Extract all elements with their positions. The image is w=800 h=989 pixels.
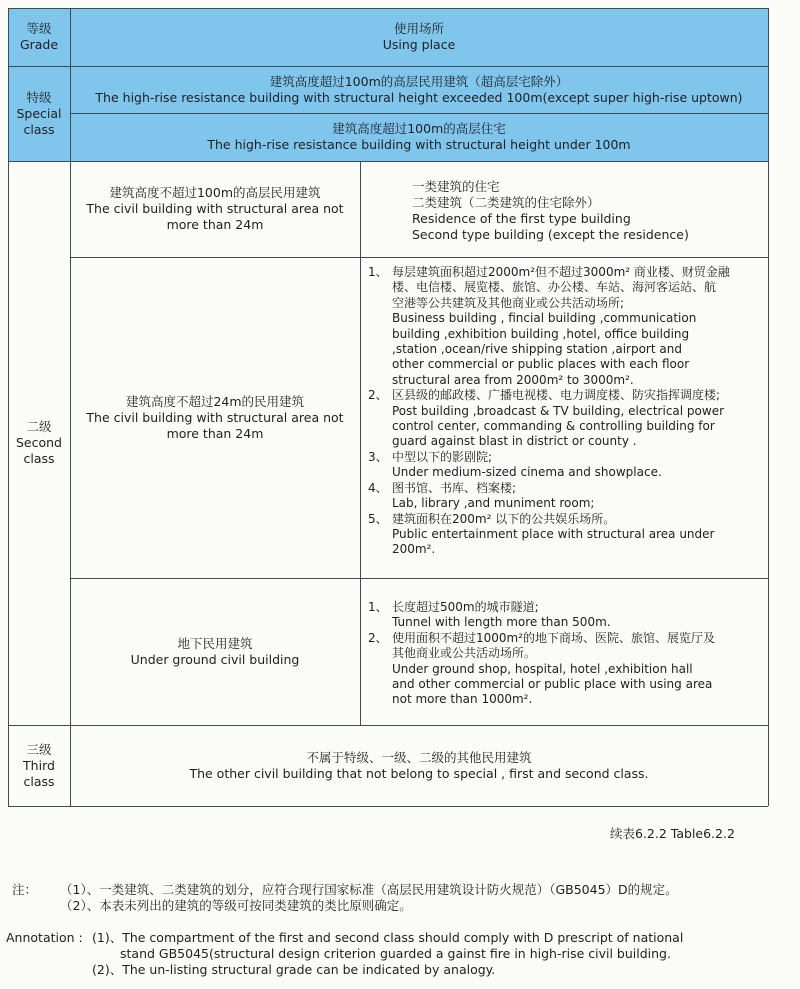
special-row-2-zh: 建筑高度超过100m的高层住宅 bbox=[332, 121, 506, 136]
list-item-zh: 空港等公共建筑及其他商业或公共活动场所; bbox=[392, 295, 625, 310]
list-item-zh: 中型以下的影剧院; bbox=[392, 449, 493, 464]
second-row-1-left-en-1: The civil building with structural area not bbox=[86, 201, 344, 216]
second-row-1-line-4: Second type building (except the residence) bbox=[412, 227, 689, 242]
third-row-en: The other civil building that not belong to special , first and second class. bbox=[189, 765, 649, 781]
list-item-en: ,station ,ocean/rive shipping station ,airport and bbox=[392, 342, 682, 357]
third-row bbox=[70, 725, 768, 806]
list-item-zh: 图书馆、书库、档案楼; bbox=[392, 480, 517, 495]
list-item-en: control center, commanding & controlling building for bbox=[392, 419, 715, 434]
list-item bbox=[368, 265, 768, 388]
grade-header-en: Grade bbox=[19, 37, 59, 52]
second-row-1-right bbox=[360, 161, 768, 257]
special-row-2-en: The high-rise resistance building with structural height under 100m bbox=[207, 137, 631, 152]
list-item bbox=[368, 600, 768, 631]
third-grade-en-1: Third bbox=[23, 757, 55, 773]
list-item-en: Under ground shop, hospital, hotel ,exhibition hall bbox=[392, 661, 693, 676]
list-item-en: Public entertainment place with structural area under bbox=[392, 526, 715, 541]
second-row-2-left-zh: 建筑高度不超过24m的民用建筑 bbox=[125, 393, 305, 409]
second-row-3-left-zh: 地下民用建筑 bbox=[177, 635, 253, 651]
notes-en-1a: (1)、The compartment of the first and second class should comply with D prescript of national bbox=[92, 930, 684, 945]
special-row-2 bbox=[70, 113, 768, 161]
list-item-number: 5、 bbox=[368, 511, 388, 526]
list-item-en: Post building ,broadcast & TV building, electrical power bbox=[392, 403, 725, 418]
list-item-zh: 每层建筑面积超过2000m²但不超过3000m² 商业楼、财贸金融 bbox=[392, 265, 730, 279]
second-grade-zh: 二级 bbox=[26, 419, 52, 434]
list-item-en: and other commercial or public place with using area bbox=[392, 677, 713, 692]
second-row-1-left bbox=[70, 161, 360, 257]
grid-line-table-bottom bbox=[8, 806, 768, 807]
second-row-1-left-en-2: more than 24m bbox=[166, 217, 264, 232]
list-item-zh: 区县级的邮政楼、广播电视楼、电力调度楼、防灾指挥调度楼; bbox=[392, 388, 721, 403]
table-caption: 续表6.2.2 Table6.2.2 bbox=[610, 826, 735, 841]
list-item bbox=[368, 481, 768, 512]
special-grade-cell bbox=[8, 66, 70, 161]
list-item-number: 2、 bbox=[368, 388, 388, 403]
list-item-number: 1、 bbox=[368, 265, 388, 279]
special-row-1-en: The high-rise resistance building with structural height exceeded 100m(except super high-rise uptown) bbox=[95, 89, 743, 105]
second-row-1-line-1: 一类建筑的住宅 bbox=[412, 179, 500, 194]
list-item-en: Lab, library ,and muniment room; bbox=[392, 496, 595, 511]
third-grade-cell bbox=[8, 725, 70, 806]
notes-en-2: (2)、The un-listing structural grade can be indicated by analogy. bbox=[92, 962, 496, 977]
list-item-en: Under medium-sized cinema and showplace. bbox=[392, 465, 662, 480]
second-row-3-left bbox=[70, 578, 360, 725]
second-row-1-left-zh: 建筑高度不超过100m的高层民用建筑 bbox=[109, 185, 321, 200]
second-row-2-right bbox=[360, 257, 768, 578]
second-grade-cell bbox=[8, 161, 70, 725]
list-item bbox=[368, 450, 768, 481]
special-grade-en-2: class bbox=[23, 121, 55, 137]
notes-zh-1: （1）、一类建筑、二类建筑的划分，应符合现行国家标准（高层民用建筑设计防火规范）（GB5045）D的规定。 bbox=[60, 882, 678, 897]
second-row-3-left-en: Under ground civil building bbox=[130, 651, 300, 667]
list-item bbox=[368, 388, 768, 450]
list-item bbox=[368, 631, 768, 708]
second-grade-en-1: Second bbox=[15, 435, 62, 450]
place-header-cell bbox=[70, 8, 768, 66]
list-item-number: 2、 bbox=[368, 630, 388, 645]
grade-header-zh: 等级 bbox=[26, 21, 52, 36]
second-row-1-line-2: 二类建筑（二类建筑的住宅除外） bbox=[412, 195, 600, 210]
list-item-en: Tunnel with length more than 500m. bbox=[392, 615, 611, 630]
list-item-zh: 其他商业或公共活动场所。 bbox=[392, 646, 537, 661]
second-row-2-left-en-1: The civil building with structural area not bbox=[86, 409, 344, 425]
list-item-zh: 楼、电信楼、展览楼、旅馆、办公楼、车站、海河客运站、航 bbox=[392, 280, 717, 295]
third-grade-zh: 三级 bbox=[26, 741, 52, 757]
list-item-zh: 建筑面积在200m² 以下的公共娱乐场所。 bbox=[392, 511, 616, 526]
list-item-en: building ,exhibition building ,hotel, office building bbox=[392, 326, 690, 341]
list-item-en: guard against blast in district or county . bbox=[392, 434, 637, 449]
list-item-en: structural area from 2000m² to 3000m². bbox=[392, 372, 634, 387]
list-item-number: 4、 bbox=[368, 480, 388, 495]
list-item-en: not more than 1000m². bbox=[392, 692, 533, 707]
grade-header-cell bbox=[8, 8, 70, 66]
list-item-number: 3、 bbox=[368, 449, 388, 464]
special-row-1 bbox=[70, 66, 768, 113]
third-row-zh: 不属于特级、一级、二级的其他民用建筑 bbox=[306, 749, 532, 765]
second-row-1-line-3: Residence of the first type building bbox=[412, 211, 631, 226]
place-header-zh: 使用场所 bbox=[393, 21, 444, 36]
second-grade-en-2: class bbox=[23, 451, 55, 466]
grid-line-right bbox=[768, 8, 769, 806]
special-grade-en-1: Special bbox=[16, 105, 62, 121]
list-item-zh: 长度超过500m的城市隧道; bbox=[392, 600, 539, 614]
notes-zh-label: 注： bbox=[12, 882, 38, 897]
notes-zh-2: （2）、本表未列出的建筑的等级可按同类建筑的类比原则确定。 bbox=[60, 898, 412, 913]
list-item-number: 1、 bbox=[368, 600, 388, 614]
second-row-3-right bbox=[360, 578, 768, 725]
list-item bbox=[368, 512, 768, 558]
list-item-en: Business building , fincial building ,communication bbox=[392, 311, 697, 326]
special-row-1-zh: 建筑高度超过100m的高层民用建筑（超高层宅除外） bbox=[269, 73, 569, 89]
list-item-en: other commercial or public places with each floor bbox=[392, 357, 690, 372]
list-item-en: 200m². bbox=[392, 542, 436, 557]
second-row-2-left-en-2: more than 24m bbox=[166, 425, 264, 441]
second-row-2-left bbox=[70, 257, 360, 578]
notes-en-label: Annotation : bbox=[6, 930, 83, 945]
third-grade-en-2: class bbox=[23, 773, 55, 789]
place-header-en: Using place bbox=[382, 37, 456, 52]
special-grade-zh: 特级 bbox=[26, 89, 52, 105]
list-item-zh: 使用面积不超过1000m²的地下商场、医院、旅馆、展览厅及 bbox=[392, 630, 716, 645]
notes-en-1b: stand GB5045(structural design criterion guarded a gainst fire in high-rise civil building. bbox=[120, 946, 671, 961]
